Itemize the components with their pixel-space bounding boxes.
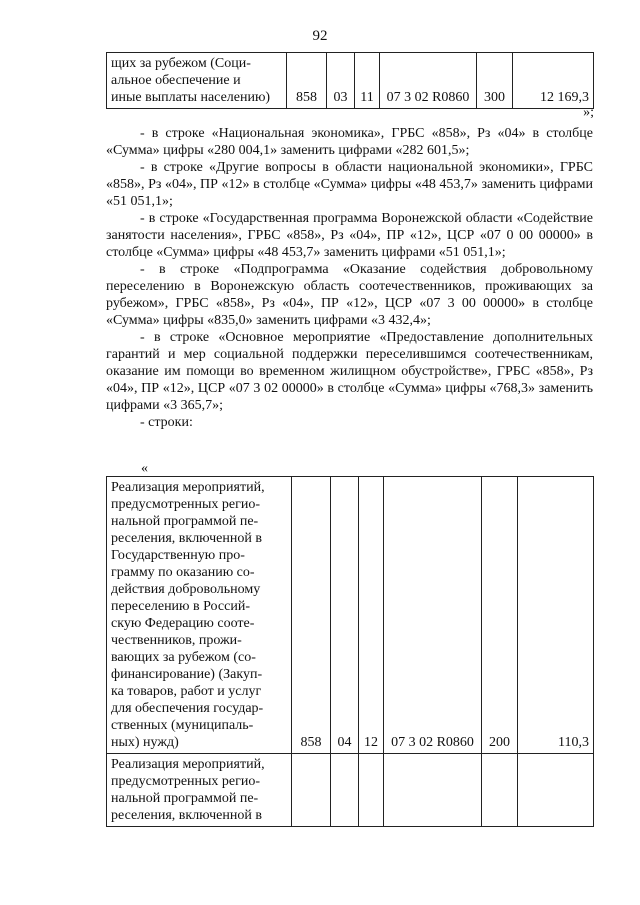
description-line: иные выплаты населению) bbox=[111, 90, 271, 105]
description-line: финансирование) (Закуп- bbox=[111, 667, 263, 682]
table-row bbox=[107, 477, 594, 754]
description-line: действия добровольному bbox=[111, 582, 261, 597]
sum-cell: 12 169,3 bbox=[513, 53, 594, 109]
description-line: нальной программой пе- bbox=[111, 514, 259, 529]
description-line: щих за рубежом (Соци- bbox=[111, 56, 251, 71]
amendment-paragraph: - в строке «Другие вопросы в области национальной экономики», ГРБС «858», Рз «04», ПР «12» в столбце «Сумма» цифры «48 453,7» заменить цифрами «51 051,1»; bbox=[106, 160, 593, 209]
grbs-cell bbox=[292, 754, 331, 827]
row-description bbox=[107, 754, 292, 827]
rz-cell: 03 bbox=[327, 53, 355, 109]
description-line: реселения, включенной в bbox=[111, 531, 262, 546]
description-line: предусмотренных регио- bbox=[111, 774, 261, 789]
amendment-paragraph: - строки: bbox=[140, 415, 193, 430]
description-line: ных) нужд) bbox=[111, 735, 179, 750]
description-line: предусмотренных регио- bbox=[111, 497, 261, 512]
rz-cell bbox=[331, 754, 359, 827]
csr-cell bbox=[384, 754, 482, 827]
pr-cell bbox=[359, 754, 384, 827]
vr-cell bbox=[482, 754, 518, 827]
description-line: вающих за рубежом (со- bbox=[111, 650, 256, 665]
amendment-text bbox=[106, 125, 593, 431]
description-line: Реализация мероприятий, bbox=[111, 480, 265, 495]
budget-table-bottom bbox=[106, 476, 594, 827]
row-description bbox=[107, 477, 292, 754]
amendment-paragraph: - в строке «Государственная программа Воронежской области «Содействие занятости населения», ГРБС «858», Рз «04», ПР «12», ЦСР «07 0 00 00000» в столбце «Сумма» цифры «48 453,7» заменить цифрами «51 051,1»; bbox=[106, 211, 593, 260]
pr-cell: 12 bbox=[359, 477, 384, 754]
description-line: ка товаров, работ и услуг bbox=[111, 684, 262, 699]
description-line: Реализация мероприятий, bbox=[111, 757, 265, 772]
vr-cell: 300 bbox=[477, 53, 513, 109]
open-quote: « bbox=[141, 461, 148, 476]
csr-cell: 07 3 02 R0860 bbox=[384, 477, 482, 754]
description-line: ственных (муниципаль- bbox=[111, 718, 254, 733]
description-line: переселению в Россий- bbox=[111, 599, 250, 614]
vr-cell: 200 bbox=[482, 477, 518, 754]
description-line: скую Федерацию соотe- bbox=[111, 616, 255, 631]
amendment-paragraph: - в строке «Подпрограмма «Оказание содействия добровольному переселению в Воронежскую область соотечественников, проживающих за рубежом», ГРБС «858», Рз «04», ПР «12», ЦСР «07 3 00 00000» в столбце «Сумма» цифры «835,0» заменить цифрами «3 432,4»; bbox=[106, 262, 593, 328]
grbs-cell: 858 bbox=[292, 477, 331, 754]
budget-table-top bbox=[106, 52, 594, 109]
description-line: Государственную про- bbox=[111, 548, 245, 563]
description-line: грамму по оказанию со- bbox=[111, 565, 255, 580]
table-row bbox=[107, 754, 594, 827]
row-description bbox=[107, 53, 287, 109]
description-line: чественников, прожи- bbox=[111, 633, 242, 648]
pr-cell: 11 bbox=[355, 53, 380, 109]
description-line: альное обеспечение и bbox=[111, 73, 241, 88]
sum-cell: 110,3 bbox=[518, 477, 594, 754]
amendment-paragraph: - в строке «Основное мероприятие «Предоставление дополнительных гарантий и мер социальной поддержки переселившимся соотечественникам, оказание им помощи во временном жилищном обустройстве», ГРБС «858», Рз «04», ПР «12», ЦСР «07 3 02 00000» в столбце «Сумма» цифры «768,3» заменить цифрами «3 365,7»; bbox=[106, 330, 593, 413]
csr-cell: 07 3 02 R0860 bbox=[380, 53, 477, 109]
sum-cell bbox=[518, 754, 594, 827]
table-row bbox=[107, 53, 594, 109]
rz-cell: 04 bbox=[331, 477, 359, 754]
amendment-paragraph: - в строке «Национальная экономика», ГРБС «858», Рз «04» в столбце «Сумма» цифры «280 004,1» заменить цифрами «282 601,5»; bbox=[106, 126, 593, 158]
description-line: для обеспечения государ- bbox=[111, 701, 264, 716]
description-line: нальной программой пе- bbox=[111, 791, 259, 806]
grbs-cell: 858 bbox=[287, 53, 327, 109]
description-line: реселения, включенной в bbox=[111, 808, 262, 823]
closing-quote: »; bbox=[583, 105, 594, 120]
page-number: 92 bbox=[312, 28, 328, 44]
